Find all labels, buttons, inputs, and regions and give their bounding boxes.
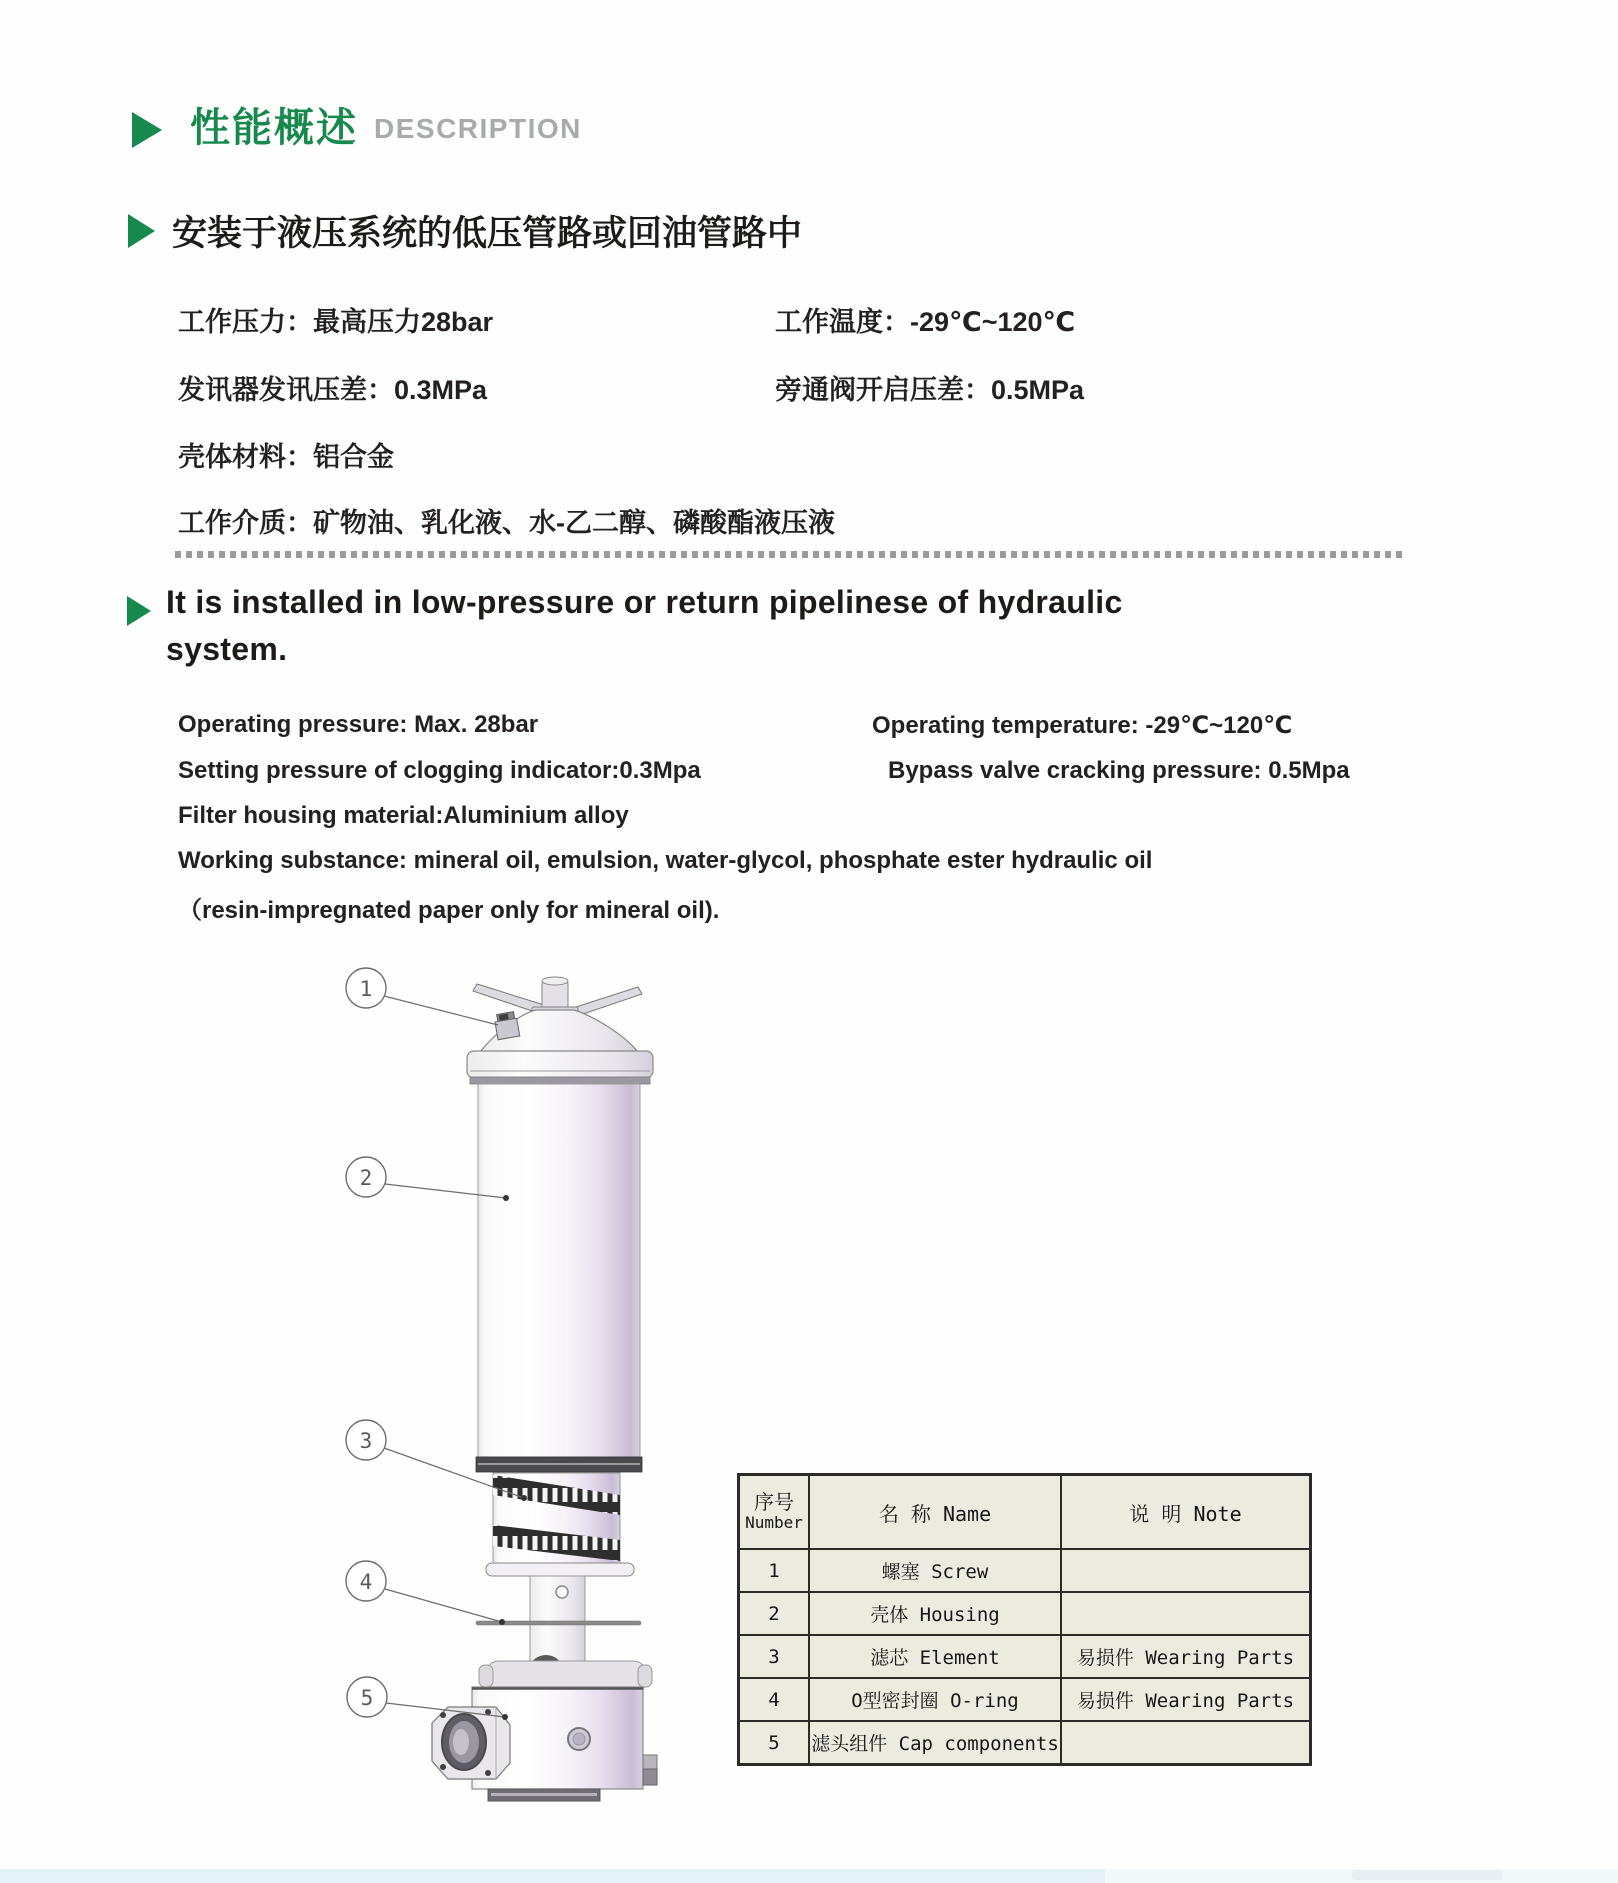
col-number-header-en: Number	[745, 1513, 803, 1533]
en-spec-left: （resin-impregnated paper only for mineral oil).	[178, 897, 720, 924]
table-row	[740, 1677, 1309, 1720]
cell-number: 5	[768, 1731, 780, 1754]
cn-spec-row	[178, 501, 1478, 538]
en-spec-right: Operating temperature: -29℃~120℃	[872, 712, 1293, 739]
cell-number: 2	[768, 1602, 780, 1625]
cell-note	[1060, 1593, 1309, 1634]
callout-circles	[346, 968, 387, 1717]
green-arrow-icon	[128, 214, 158, 248]
cell-name: O型密封圈 O-ring	[808, 1679, 1060, 1720]
cell-name: 滤芯 Element	[808, 1636, 1060, 1677]
housing-bottom-band	[476, 1457, 642, 1472]
cn-spec-right: 工作温度：-29℃~120℃	[775, 307, 1076, 337]
table-row	[740, 1720, 1309, 1763]
en-spec-row	[178, 802, 1478, 836]
cn-spec-left: 工作压力：最高压力28bar	[178, 307, 494, 337]
col-note-header: 说 明 Note	[1060, 1476, 1309, 1548]
cell-note: 易损件 Wearing Parts	[1060, 1679, 1309, 1720]
cell-note	[1060, 1550, 1309, 1591]
en-spec-row	[178, 890, 1478, 924]
callout-label: 4	[359, 1570, 373, 1594]
callout-label: 3	[359, 1429, 373, 1453]
cell-note	[1060, 1722, 1309, 1763]
en-spec-row	[178, 847, 1478, 881]
en-spec-right: Bypass valve cracking pressure: 0.5Mpa	[888, 757, 1350, 784]
col-number-header	[740, 1476, 808, 1548]
cell-number: 3	[768, 1645, 780, 1668]
en-spec-row	[178, 711, 1478, 745]
callout-label: 2	[359, 1166, 373, 1190]
section-title-en: DESCRIPTION	[374, 113, 582, 144]
filter-element	[486, 1473, 634, 1576]
hex-port-nut	[432, 1707, 510, 1779]
green-arrow-icon	[127, 596, 154, 626]
en-heading-line2: system.	[166, 631, 288, 667]
parts-table	[737, 1473, 1312, 1766]
cn-spec-right: 旁通阀开启压差：0.5MPa	[775, 375, 1085, 405]
housing-body	[478, 1084, 640, 1457]
en-spec-left: Working substance: mineral oil, emulsion, water-glycol, phosphate ester hydraulic oil	[178, 847, 1153, 874]
en-spec-left: Setting pressure of clogging indicator:0.3Mpa	[178, 757, 701, 784]
cn-spec-left: 工作介质：矿物油、乳化液、水-乙二醇、磷酸酯液压液	[178, 508, 835, 538]
parts-table-header	[740, 1476, 1309, 1548]
table-row	[740, 1548, 1309, 1591]
cn-heading: 安装于液压系统的低压管路或回油管路中	[172, 214, 803, 253]
green-arrow-icon	[132, 112, 165, 148]
cn-spec-left: 发讯器发讯压差：0.3MPa	[178, 375, 488, 405]
callout-label: 1	[359, 977, 373, 1001]
cell-note: 易损件 Wearing Parts	[1060, 1636, 1309, 1677]
col-number-header-zh: 序号	[753, 1490, 794, 1515]
cell-name: 螺塞 Screw	[808, 1550, 1060, 1591]
cn-spec-row	[178, 368, 1478, 405]
cn-spec-row	[178, 435, 1478, 472]
dashed-divider	[175, 551, 1403, 558]
faint-watermark	[1352, 1870, 1502, 1880]
table-row	[740, 1591, 1309, 1634]
en-spec-left: Operating pressure: Max. 28bar	[178, 711, 539, 738]
cell-number: 1	[768, 1559, 780, 1582]
section-title-zh: 性能概述	[190, 106, 358, 150]
table-row	[740, 1634, 1309, 1677]
cell-number: 4	[768, 1688, 780, 1711]
cap-shoulder	[479, 1658, 652, 1688]
bottom-tab	[488, 1789, 600, 1801]
footer-strip	[0, 1869, 1105, 1883]
col-name-header: 名 称 Name	[808, 1476, 1060, 1548]
en-spec-row	[178, 757, 1478, 791]
cap-band	[467, 1051, 653, 1084]
cn-spec-left: 壳体材料：铝合金	[178, 442, 394, 472]
cell-name: 滤头组件 Cap components	[808, 1722, 1060, 1763]
cell-name: 壳体 Housing	[808, 1593, 1060, 1634]
center-tube	[530, 1576, 585, 1661]
en-spec-left: Filter housing material:Aluminium alloy	[178, 802, 629, 829]
callout-label: 5	[360, 1686, 374, 1710]
filter-diagram	[330, 955, 690, 1805]
en-heading-line1: It is installed in low-pressure or return pipelinese of hydraulic	[166, 584, 1123, 620]
cn-spec-row	[178, 300, 1478, 337]
